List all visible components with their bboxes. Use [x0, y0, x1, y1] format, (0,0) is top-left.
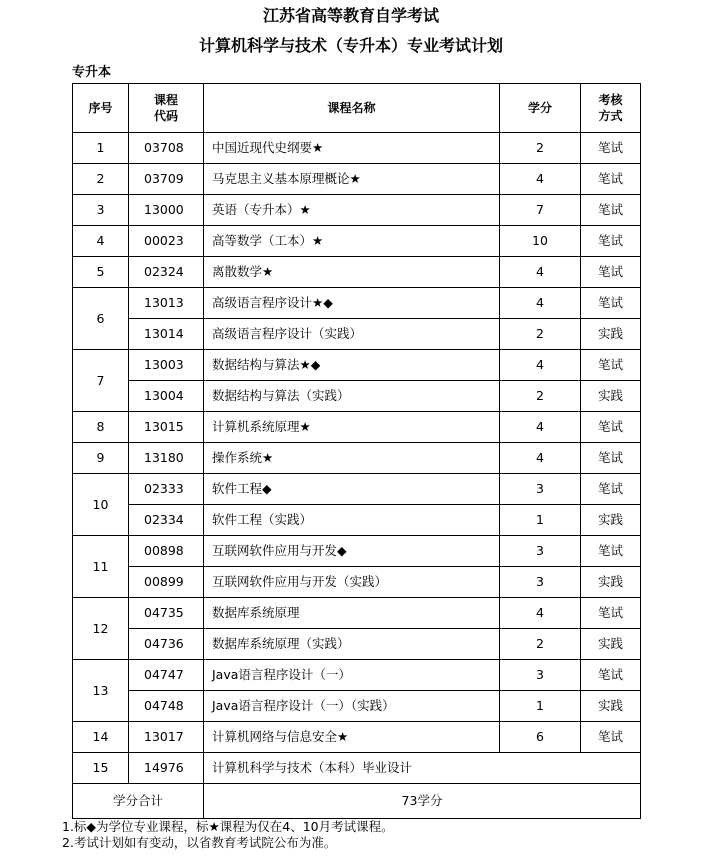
course-code: 04748 — [129, 691, 204, 722]
course-name: 软件工程（实践） — [204, 505, 500, 536]
row-number: 9 — [73, 443, 129, 474]
exam-plan-table — [72, 83, 641, 819]
header-method — [581, 84, 641, 133]
row-number: 8 — [73, 412, 129, 443]
header-method-line2: 方式 — [598, 109, 623, 123]
course-name: 数据结构与算法★◆ — [204, 350, 500, 381]
header-code-line2: 代码 — [153, 109, 178, 123]
course-name: 离散数学★ — [204, 257, 500, 288]
row-number: 5 — [73, 257, 129, 288]
table-row — [73, 629, 641, 660]
course-name: 中国近现代史纲要★ — [204, 133, 500, 164]
course-code: 13015 — [129, 412, 204, 443]
table-row — [73, 598, 641, 629]
course-name: 数据结构与算法（实践） — [204, 381, 500, 412]
course-credits: 4 — [500, 350, 581, 381]
course-credits: 2 — [500, 381, 581, 412]
exam-method: 笔试 — [581, 350, 641, 381]
course-credits: 3 — [500, 536, 581, 567]
course-name: 高级语言程序设计（实践） — [204, 319, 500, 350]
course-code: 04736 — [129, 629, 204, 660]
exam-method: 实践 — [581, 381, 641, 412]
header-no: 序号 — [73, 84, 129, 133]
course-code: 00898 — [129, 536, 204, 567]
course-name: 计算机系统原理★ — [204, 412, 500, 443]
course-name: Java语言程序设计（一） — [204, 660, 500, 691]
row-number: 13 — [73, 660, 129, 722]
exam-method: 实践 — [581, 567, 641, 598]
exam-method: 笔试 — [581, 257, 641, 288]
header-code — [129, 84, 204, 133]
course-credits: 6 — [500, 722, 581, 753]
table-row — [73, 474, 641, 505]
course-credits: 3 — [500, 474, 581, 505]
row-number: 7 — [73, 350, 129, 412]
course-name: Java语言程序设计（一）（实践） — [204, 691, 500, 722]
course-credits: 4 — [500, 164, 581, 195]
course-credits: 4 — [500, 598, 581, 629]
course-code: 04747 — [129, 660, 204, 691]
course-code: 00023 — [129, 226, 204, 257]
exam-method: 笔试 — [581, 226, 641, 257]
row-number: 6 — [73, 288, 129, 350]
header-name: 课程名称 — [204, 84, 500, 133]
table-row — [73, 505, 641, 536]
row-number: 1 — [73, 133, 129, 164]
total-row — [73, 784, 641, 819]
thesis-row — [73, 753, 641, 784]
table-row — [73, 226, 641, 257]
exam-method: 笔试 — [581, 195, 641, 226]
course-name: 高等数学（工本）★ — [204, 226, 500, 257]
course-credits: 4 — [500, 257, 581, 288]
table-row — [73, 381, 641, 412]
exam-method: 笔试 — [581, 164, 641, 195]
level-label: 专升本 — [72, 65, 112, 80]
course-credits: 2 — [500, 629, 581, 660]
document-subtitle: 计算机科学与技术（专升本）专业考试计划 — [198, 36, 503, 55]
table-row — [73, 164, 641, 195]
exam-method: 实践 — [581, 505, 641, 536]
course-code: 13013 — [129, 288, 204, 319]
course-code: 00899 — [129, 567, 204, 598]
row-number: 14 — [73, 722, 129, 753]
row-number: 2 — [73, 164, 129, 195]
total-label: 学分合计 — [73, 784, 204, 819]
course-credits: 4 — [500, 443, 581, 474]
table-body — [73, 84, 641, 819]
exam-method: 笔试 — [581, 412, 641, 443]
table-row — [73, 660, 641, 691]
table-row — [73, 257, 641, 288]
exam-method: 笔试 — [581, 474, 641, 505]
course-code: 02324 — [129, 257, 204, 288]
course-code: 02334 — [129, 505, 204, 536]
table-row — [73, 412, 641, 443]
course-credits: 1 — [500, 505, 581, 536]
row-number: 11 — [73, 536, 129, 598]
table-row — [73, 288, 641, 319]
row-number: 3 — [73, 195, 129, 226]
table-row — [73, 319, 641, 350]
row-number: 10 — [73, 474, 129, 536]
course-code: 03708 — [129, 133, 204, 164]
course-name: 操作系统★ — [204, 443, 500, 474]
table-row — [73, 722, 641, 753]
exam-method: 笔试 — [581, 722, 641, 753]
row-number: 15 — [73, 753, 129, 784]
course-code: 13000 — [129, 195, 204, 226]
course-code: 13004 — [129, 381, 204, 412]
course-code: 03709 — [129, 164, 204, 195]
table-row — [73, 195, 641, 226]
document-title: 江苏省高等教育自学考试 — [262, 6, 439, 25]
exam-method: 笔试 — [581, 598, 641, 629]
exam-method: 实践 — [581, 319, 641, 350]
table-row — [73, 691, 641, 722]
course-code: 13180 — [129, 443, 204, 474]
exam-method: 笔试 — [581, 133, 641, 164]
course-name: 高级语言程序设计★◆ — [204, 288, 500, 319]
exam-method: 笔试 — [581, 288, 641, 319]
course-name: 数据库系统原理（实践） — [204, 629, 500, 660]
table-row — [73, 536, 641, 567]
header-credits: 学分 — [500, 84, 581, 133]
exam-method: 笔试 — [581, 660, 641, 691]
course-code: 04735 — [129, 598, 204, 629]
exam-method: 笔试 — [581, 443, 641, 474]
table-row — [73, 567, 641, 598]
course-credits: 4 — [500, 412, 581, 443]
course-name: 数据库系统原理 — [204, 598, 500, 629]
course-name: 互联网软件应用与开发◆ — [204, 536, 500, 567]
table-header-row — [73, 84, 641, 133]
course-credits: 2 — [500, 319, 581, 350]
header-method-line1: 考核 — [598, 93, 623, 107]
course-name: 英语（专升本）★ — [204, 195, 500, 226]
row-number: 12 — [73, 598, 129, 660]
course-code: 13003 — [129, 350, 204, 381]
table-row — [73, 133, 641, 164]
table-row — [73, 443, 641, 474]
exam-method: 笔试 — [581, 536, 641, 567]
course-code: 02333 — [129, 474, 204, 505]
course-name: 软件工程◆ — [204, 474, 500, 505]
course-name: 互联网软件应用与开发（实践） — [204, 567, 500, 598]
course-code: 13017 — [129, 722, 204, 753]
total-value: 73学分 — [204, 784, 641, 819]
course-code: 14976 — [129, 753, 204, 784]
footnotes — [62, 819, 394, 851]
course-name: 马克思主义基本原理概论★ — [204, 164, 500, 195]
course-name: 计算机科学与技术（本科）毕业设计 — [204, 753, 641, 784]
exam-method: 实践 — [581, 691, 641, 722]
course-name: 计算机网络与信息安全★ — [204, 722, 500, 753]
course-credits: 3 — [500, 567, 581, 598]
course-credits: 2 — [500, 133, 581, 164]
course-credits: 4 — [500, 288, 581, 319]
course-credits: 10 — [500, 226, 581, 257]
course-credits: 1 — [500, 691, 581, 722]
course-code: 13014 — [129, 319, 204, 350]
header-code-line1: 课程 — [153, 93, 178, 107]
footnote-2: 2.考试计划如有变动，以省教育考试院公布为准。 — [62, 835, 337, 850]
exam-method: 实践 — [581, 629, 641, 660]
row-number: 4 — [73, 226, 129, 257]
footnote-1: 1.标◆为学位专业课程，标★课程为仅在4、10月考试课程。 — [62, 819, 394, 834]
course-credits: 3 — [500, 660, 581, 691]
table-row — [73, 350, 641, 381]
course-credits: 7 — [500, 195, 581, 226]
